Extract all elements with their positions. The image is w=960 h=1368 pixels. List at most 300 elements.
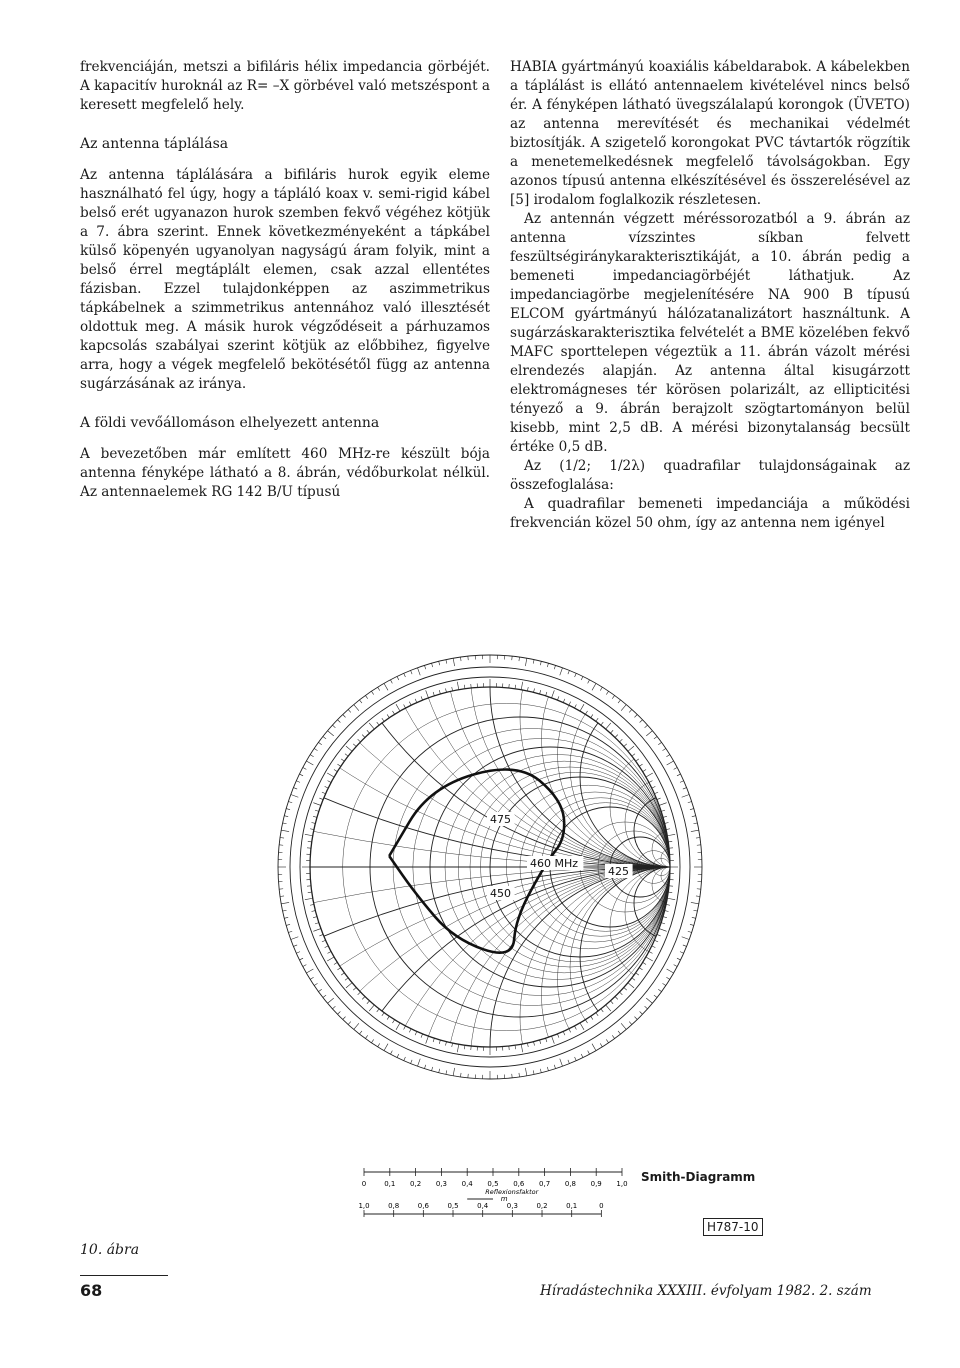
scale-tick — [332, 1006, 335, 1009]
scale-tick — [667, 898, 675, 899]
scale-tick — [426, 690, 429, 698]
reactance-arc — [541, 867, 798, 1124]
scale-tick — [319, 934, 323, 935]
scale-tick — [310, 829, 314, 830]
figure-caption: 10. ábra — [80, 1242, 140, 1258]
scale-tick — [286, 924, 290, 925]
scale-tick — [362, 996, 365, 999]
scale-tick — [305, 834, 313, 835]
scale-tick — [296, 952, 300, 954]
scale-tick-label: 1,0 — [358, 1202, 370, 1210]
scale-tick-label: 0,3 — [506, 1202, 518, 1210]
scale-tick — [310, 977, 313, 979]
scale-tick — [409, 702, 411, 706]
scale-tick — [634, 715, 637, 718]
scale-tick — [377, 1009, 379, 1012]
scale-tick — [369, 1005, 374, 1011]
scale-tick-label: 0,8 — [564, 1180, 576, 1188]
scale-tick — [662, 748, 665, 750]
scale-tick-label: 0,5 — [487, 1180, 499, 1188]
scale-tick — [452, 687, 453, 691]
scale-tick — [632, 754, 635, 756]
smith-chart-svg — [190, 575, 790, 1065]
scale-tick — [313, 929, 321, 932]
scale-tick — [693, 823, 697, 824]
scale-tick — [353, 987, 356, 990]
scale-tick — [337, 968, 340, 970]
scale-tick — [310, 755, 313, 757]
scale-tick — [337, 720, 340, 723]
scale-tick — [354, 705, 359, 711]
scale-tick — [683, 788, 687, 789]
scale-tick — [371, 1039, 373, 1042]
scale-tick — [649, 952, 653, 954]
scale-tick — [377, 722, 379, 725]
scale-tick — [600, 687, 602, 690]
scale-tick — [691, 830, 699, 831]
scale-tick — [546, 1038, 547, 1042]
scale-tick — [643, 769, 646, 771]
scale-tick — [680, 952, 684, 954]
scale-tick — [328, 998, 334, 1003]
reactance-arc — [541, 610, 798, 867]
scale-tick — [552, 690, 555, 698]
scale-tick — [624, 987, 627, 990]
scale-tick — [358, 992, 361, 995]
scale-tick-label: 0,6 — [513, 1180, 525, 1188]
scale-tick — [629, 709, 632, 712]
scale-tick — [688, 801, 692, 802]
scale-tick — [296, 781, 300, 783]
scale-tick — [581, 1054, 583, 1058]
scale-tick — [652, 786, 656, 788]
scale-tick-label: 0,3 — [435, 1180, 447, 1188]
scale-tick — [624, 744, 627, 747]
scale-tick — [283, 910, 287, 911]
scale-tick — [323, 736, 326, 738]
scale-tick — [411, 670, 412, 674]
scale-tick-label: 0,5 — [447, 1202, 459, 1210]
scale-tick — [439, 1040, 440, 1044]
scale-tick — [382, 718, 384, 721]
scale-tick — [575, 673, 577, 677]
scale-tick — [643, 962, 646, 964]
scale-tick — [417, 1059, 420, 1067]
scale-tick — [286, 809, 290, 810]
scale-tick — [515, 1045, 516, 1049]
scale-tick — [580, 1023, 584, 1030]
scale-tick — [554, 1065, 555, 1069]
scale-tick — [657, 798, 661, 799]
scale-tick — [291, 794, 299, 797]
scale-tick — [314, 748, 317, 750]
scale-tick — [460, 657, 461, 661]
scale-tick — [308, 892, 312, 893]
scale-tick — [328, 731, 334, 736]
scale-tick — [632, 978, 635, 980]
scale-tick-label: 0,2 — [536, 1202, 548, 1210]
scale-tick — [343, 1017, 346, 1020]
scale-tick — [618, 700, 620, 703]
scale-tick — [639, 764, 642, 766]
scale-tick-label: 0,8 — [388, 1202, 400, 1210]
scale-tick — [433, 692, 434, 696]
scale-tick — [371, 691, 373, 694]
scale-tick-label: 0,9 — [590, 1180, 602, 1188]
scale-tick — [659, 803, 667, 806]
scale-tick — [667, 969, 674, 973]
scale-tick — [421, 696, 422, 700]
scale-tick — [533, 660, 534, 664]
scale-tick — [640, 1011, 643, 1014]
scale-tick — [658, 989, 661, 991]
scale-tick — [396, 704, 400, 711]
scale-tick-label: 0,4 — [461, 1180, 473, 1188]
scale-tick — [600, 1043, 602, 1046]
scale-tick — [299, 958, 303, 960]
scale-tick — [618, 1031, 620, 1034]
scale-tick — [415, 699, 417, 703]
scale-tick — [554, 665, 555, 669]
scale-tick — [591, 714, 593, 717]
scale-tick — [521, 1044, 522, 1052]
scale-tick — [696, 896, 700, 897]
scale-tick — [291, 937, 299, 940]
scale-tick — [404, 705, 406, 709]
scale-tick — [668, 892, 672, 893]
scale-tick — [693, 910, 697, 911]
scale-tick — [424, 665, 425, 669]
scale-tick — [560, 1059, 563, 1067]
scale-tick — [654, 995, 657, 997]
scale-tick — [308, 841, 312, 842]
scale-tick — [314, 983, 317, 985]
scale-tick — [661, 810, 665, 811]
scale-tick — [563, 699, 565, 703]
scale-tick-label: 0,7 — [539, 1180, 551, 1188]
scale-tick — [311, 822, 315, 823]
scale-tick — [387, 1016, 389, 1019]
scale-tick — [668, 841, 672, 842]
scale-tick — [348, 1022, 351, 1025]
scale-tick — [645, 725, 648, 728]
scale-tick-label: 0,6 — [417, 1202, 429, 1210]
scale-tick — [284, 816, 288, 817]
scale-tick — [358, 739, 361, 742]
scale-tick — [615, 735, 618, 738]
scale-tick — [527, 1043, 528, 1047]
scale-tick — [348, 709, 351, 712]
scale-tick — [293, 945, 297, 946]
scale-tick — [327, 773, 334, 777]
scale-tick — [353, 744, 356, 747]
scale-tick — [534, 688, 535, 692]
scale-tick — [460, 1073, 461, 1077]
scale-tick — [439, 1069, 440, 1073]
scale-tick — [560, 668, 563, 676]
scale-tick — [303, 965, 307, 967]
scale-tick — [332, 725, 335, 728]
scale-tick — [592, 1044, 596, 1051]
scale-tick — [299, 774, 303, 776]
scale-tick — [341, 759, 344, 761]
scale-tick — [646, 773, 653, 777]
scale-tick — [325, 946, 329, 948]
scale-top-label: Reflexionsfaktor — [485, 1188, 539, 1196]
scale-tick — [540, 1040, 541, 1044]
scale-tick — [588, 680, 590, 684]
scale-tick — [392, 1020, 394, 1023]
scale-tick — [527, 687, 528, 691]
reactance-arc — [445, 867, 895, 1317]
scale-tick — [453, 1068, 454, 1076]
paragraph: A bevezetőben már említett 460 MHz-re készült bója antenna fényképe látható a 8. ábrán, védőburkolat nélkül. Az antennaelemek RG 142 B/U típusú — [80, 446, 490, 500]
scale-tick — [688, 931, 692, 932]
scale-tick — [426, 1036, 429, 1044]
scale-tick — [328, 781, 332, 783]
scale-tick — [404, 1057, 406, 1061]
scale-tick — [318, 742, 321, 744]
scale-tick — [322, 792, 326, 794]
right-column — [510, 58, 910, 533]
scale-tick — [585, 711, 587, 714]
scale-tick — [601, 1009, 603, 1012]
scale-tick — [533, 1070, 534, 1074]
scale-tick — [606, 1005, 611, 1011]
reactance-arc — [520, 867, 820, 1167]
scale-tick — [692, 816, 696, 817]
scale-tick — [591, 1016, 593, 1019]
scale-tick — [683, 945, 687, 946]
scale-tick — [601, 722, 603, 725]
page-number: 68 — [80, 1281, 103, 1300]
scale-tick — [384, 1044, 388, 1051]
scale-tick-label: 0,1 — [384, 1180, 396, 1188]
scale-tick — [343, 715, 346, 718]
scale-bottom-label: m — [500, 1195, 508, 1203]
scale-tick — [654, 940, 658, 942]
scale-tick — [327, 957, 334, 961]
scale-tick — [568, 1060, 569, 1064]
scale-tick-label: 0,4 — [477, 1202, 489, 1210]
scale-tick — [382, 1013, 384, 1016]
paragraph: frekvenciáján, metszi a bifiláris hélix impedancia görbéjét. A kapacitív huroknál az R= –X görbével való metszéspont a keresett megfelelő hely. — [80, 59, 490, 113]
scale-tick — [390, 1051, 392, 1055]
scale-tick — [636, 973, 639, 975]
scale-tick — [337, 764, 340, 766]
scale-tick — [345, 978, 348, 980]
scale-tick — [569, 702, 571, 706]
scale-tick — [387, 714, 389, 717]
scale-tick — [303, 767, 307, 769]
scale-tick — [546, 692, 547, 696]
paragraph: Az antenna táplálására a bifiláris hurok egyik eleme használható fel úgy, hogy a tápláló koax v. semi-rigid kábel belső erét ugyanazon hurok szemben fekvő végéhez kötjük a 7. ábra szerint. Ennek következményeként a tápkábel külső köpenyén ugyanolyan nagyságú áram folyik, mint a belső érrel megtáplált elemen, csak azzal ellentétes fázisban. Ezzel tulajdonképpen az aszimmetrikus tápkábelnek a szimmetrikus antennához való illesztését oldottuk meg. A másik hurok végződéseit a párhuzamos kapcsolás szabályai szerint kötjük az előbbihez, figyelve arra, hogy a végek megfelelő bekötésétől függ az antenna sugárzásának az iránya. — [80, 167, 490, 392]
scale-tick — [667, 761, 674, 765]
scale-tick — [367, 1001, 370, 1004]
scale-tick — [392, 711, 394, 714]
scale-tick — [311, 911, 315, 912]
scale-tick — [365, 1035, 367, 1038]
scale-tick — [345, 754, 348, 756]
scale-tick — [652, 946, 656, 948]
scale-tick — [457, 682, 458, 690]
scale-tick — [639, 968, 642, 970]
scale-tick — [390, 680, 392, 684]
scale-tick — [663, 816, 667, 817]
scale-tick — [404, 1026, 406, 1030]
scale-tick — [658, 742, 661, 744]
scale-tick — [359, 1031, 361, 1034]
scale-tick — [445, 1042, 446, 1046]
scale-tick — [677, 958, 681, 960]
scale-tick — [445, 688, 446, 692]
paragraph: HABIA gyártmányú koaxiális kábeldarabok. A kábelekben a táplálást is ellátó antennaelem kivételével nincs belső ér. A fényképen látható üvegszálalapú korongok (ÜVETO) az antenna merevítését és mechanikai védelmét biztosítják. A szigetelő korongokat PVC távtartók rögzítik a menetemelkedésnek megfelelő távolságokban. Egy azonos típusú antenna elkészítésével és összerelésével az [5] irodalom foglalkozik részletesen. — [510, 59, 910, 208]
scale-tick — [691, 902, 699, 903]
scale-tick — [346, 983, 352, 988]
scale-tick — [575, 705, 577, 709]
scale-tick — [453, 658, 454, 666]
scale-tick — [319, 798, 323, 799]
scale-tick — [384, 683, 388, 690]
scale-tick — [534, 1042, 535, 1046]
scale-tick — [421, 1034, 422, 1038]
scale-tick — [346, 746, 352, 751]
scale-tick — [306, 761, 313, 765]
scale-tick — [417, 668, 420, 676]
scale-tick — [646, 957, 653, 961]
figure-code: H787-10 — [703, 1218, 763, 1236]
paragraph: A quadrafilar bemeneti impedanciája a működési frekvencián közel 50 ohm, így az antenna nem igényel — [510, 496, 910, 531]
reactance-arc — [570, 867, 770, 1067]
scale-tick — [654, 792, 658, 794]
scale-tick — [646, 731, 652, 736]
scale-tick — [662, 983, 665, 985]
scale-tick — [606, 723, 611, 729]
scale-tick — [280, 896, 284, 897]
scale-tick — [547, 663, 548, 667]
scale-tick — [306, 969, 313, 973]
scale-tick — [629, 1022, 632, 1025]
scale-tick — [288, 931, 292, 932]
scale-tick — [432, 663, 433, 667]
scale-tick — [464, 685, 465, 689]
scale-tick — [293, 788, 297, 789]
scale-tick — [424, 1065, 425, 1069]
scale-tick — [557, 696, 558, 700]
scale-tick — [596, 718, 598, 721]
scale-tick — [519, 1073, 520, 1077]
scale-tick — [280, 837, 284, 838]
scale-tick — [657, 934, 661, 935]
scale-tick — [519, 657, 520, 661]
curve-annotation: 425 — [608, 865, 629, 878]
scale-tick — [665, 822, 669, 823]
scale-tick — [610, 1001, 613, 1004]
scale-tick — [610, 730, 613, 733]
scale-tick — [563, 1031, 565, 1035]
scale-tick — [378, 687, 380, 690]
scale-tick — [397, 1054, 399, 1058]
scale-tick — [619, 992, 622, 995]
scale-tick — [515, 685, 516, 689]
scale-tick — [674, 767, 678, 769]
scale-tick — [612, 1035, 614, 1038]
scale-tick — [580, 704, 584, 711]
scale-tick — [365, 695, 367, 698]
scale-tick — [615, 996, 618, 999]
scale-tick — [540, 1069, 541, 1073]
scale-tick — [690, 809, 694, 810]
scale-tick — [547, 1067, 548, 1071]
scale-tick — [677, 774, 681, 776]
scale-tick — [323, 995, 326, 997]
footer-rule — [80, 1275, 168, 1276]
scale-tick — [540, 661, 541, 665]
scale-tick — [606, 691, 608, 694]
reactance-arc — [580, 687, 760, 867]
scale-tick — [446, 1070, 447, 1074]
scale-tick — [552, 1036, 555, 1044]
scale-tick — [621, 1023, 626, 1029]
reactance-arc — [570, 667, 770, 867]
scale-tick — [325, 786, 329, 788]
scale-tick — [313, 803, 321, 806]
scale-tick — [457, 1044, 458, 1052]
scale-tick — [439, 690, 440, 694]
left-column — [80, 58, 490, 502]
scale-tick — [334, 962, 337, 964]
scale-tick — [606, 1039, 608, 1042]
scale-tick — [612, 695, 614, 698]
scale-tick — [334, 769, 337, 771]
scale-tick — [411, 1060, 412, 1064]
scale-tick — [283, 823, 287, 824]
curve-annotation: 460 MHz — [530, 857, 579, 870]
scale-tick — [305, 898, 313, 899]
scale-tick — [432, 1067, 433, 1071]
scale-tick — [315, 923, 319, 924]
scale-tick — [696, 837, 700, 838]
scale-tick — [525, 1068, 526, 1076]
scale-tick — [666, 829, 670, 830]
curve-annotation: 475 — [490, 813, 511, 826]
scale-tick — [569, 1029, 571, 1033]
scale-tick — [525, 658, 526, 666]
scale-tick — [397, 676, 399, 680]
scale-tick — [636, 759, 639, 761]
scale-tick — [682, 794, 690, 797]
section-heading: Az antenna táplálása — [80, 136, 229, 152]
scale-tick — [452, 1043, 453, 1047]
paragraph: Az (1/2; 1/2λ) quadrafilar tulajdonságainak az összefoglalása: — [510, 458, 910, 493]
scale-tick-label: 0 — [361, 1180, 367, 1188]
scale-tick — [313, 917, 317, 918]
scale-tick — [575, 1057, 577, 1061]
scale-tick — [621, 705, 626, 711]
scale-tick-label: 1,0 — [616, 1180, 628, 1188]
scale-tick — [619, 739, 622, 742]
scale-tick — [690, 924, 694, 925]
scale-tick — [396, 1023, 400, 1030]
scale-tick — [592, 683, 596, 690]
scale-tick — [367, 730, 370, 733]
scale-tick — [404, 673, 406, 677]
scale-tick — [557, 1034, 558, 1038]
scale-tick — [661, 923, 665, 924]
scale-tick — [674, 965, 678, 967]
smith-chart — [190, 575, 790, 1065]
scale-tick — [682, 937, 690, 940]
